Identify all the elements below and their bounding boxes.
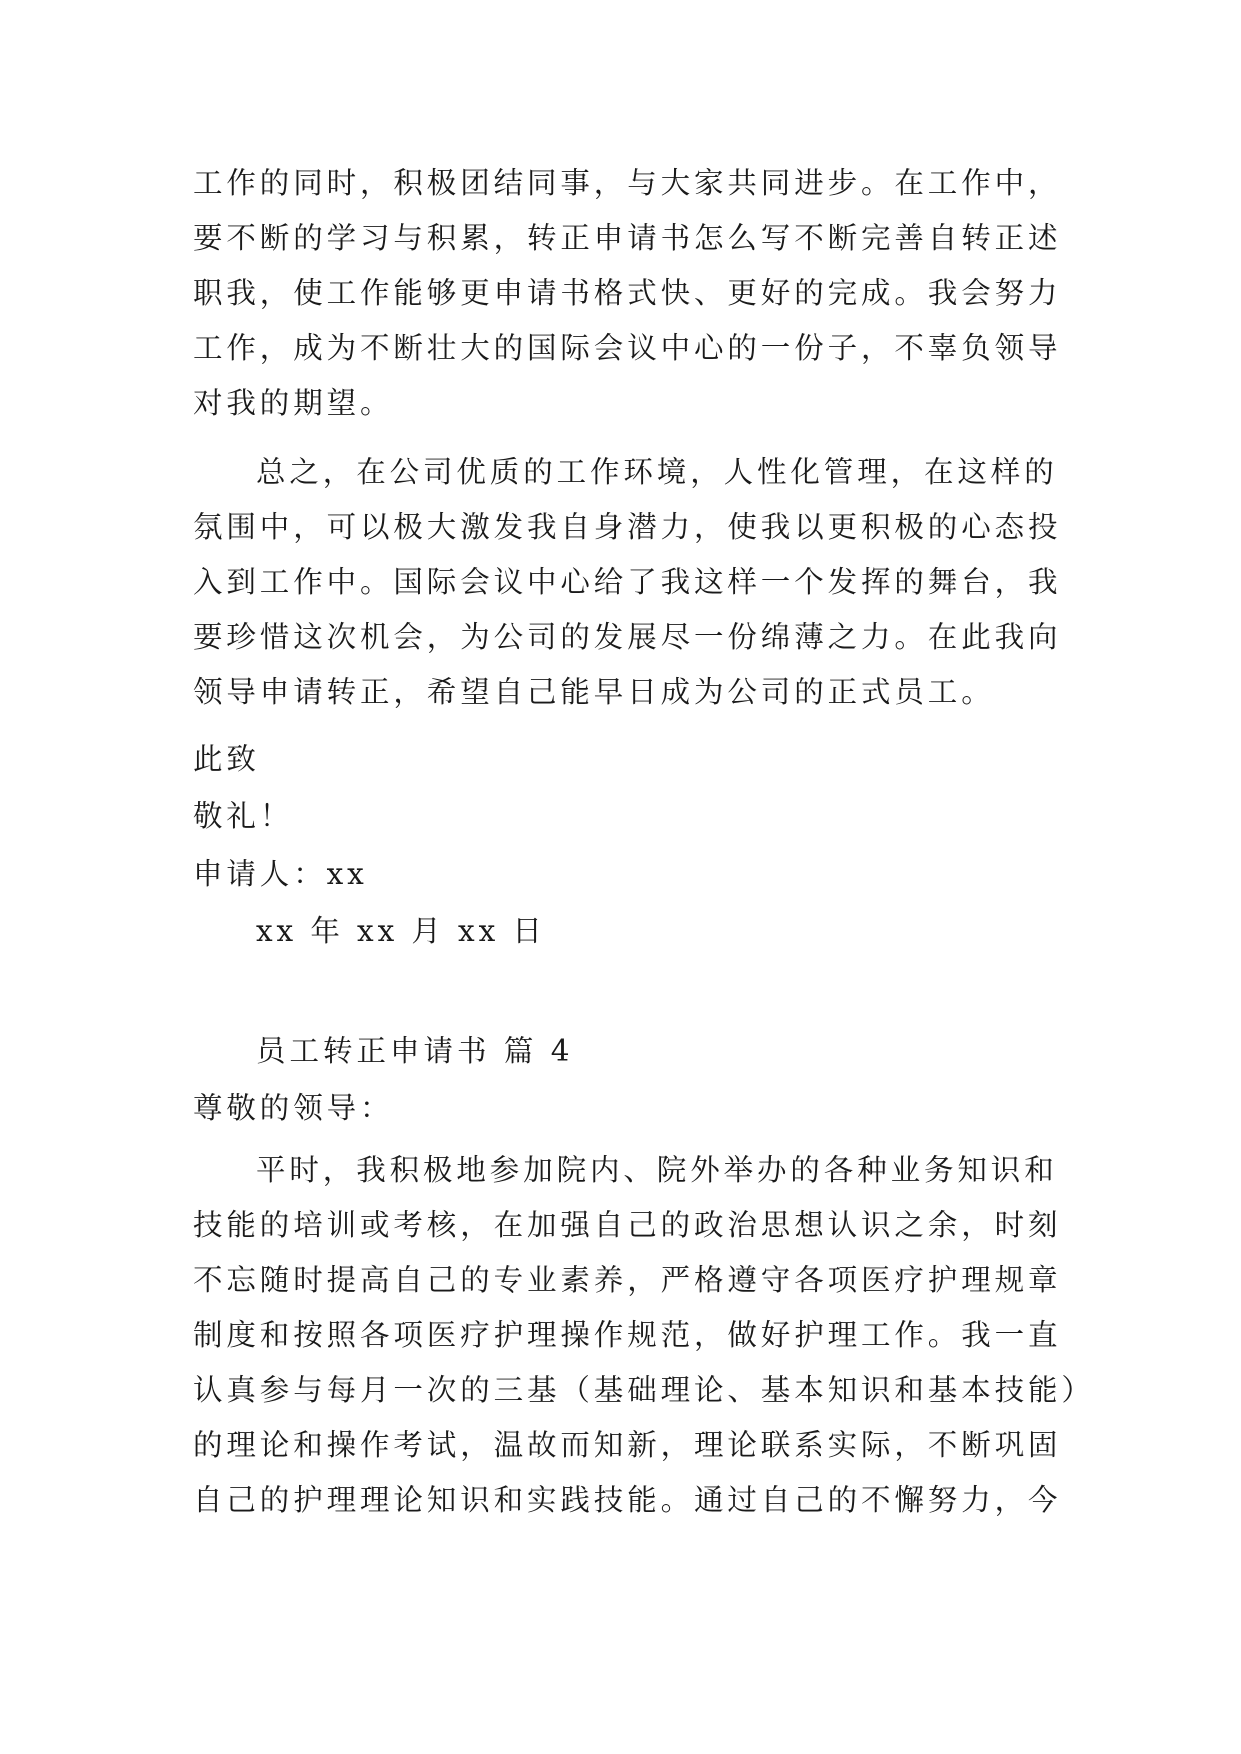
closing-regards: 敬礼！ [193,799,294,833]
body-line: 认真参与每月一次的三基（基础理论、基本知识和基本技能） [193,1373,1095,1407]
signature-date: xx 年 xx 月 xx 日 [256,914,546,948]
body-line: 不忘随时提高自己的专业素养，严格遵守各项医疗护理规章 [193,1263,1062,1297]
section-heading: 员工转正申请书 篇 4 [256,1034,574,1068]
body-line: 要不断的学习与积累，转正申请书怎么写不断完善自转正述 [193,221,1062,255]
body-line: 制度和按照各项医疗护理操作规范，做好护理工作。我一直 [193,1318,1062,1352]
body-line: 自己的护理理论知识和实践技能。通过自己的不懈努力，今 [193,1483,1062,1517]
paragraph-first-line: 总之，在公司优质的工作环境，人性化管理，在这样的 [256,455,1058,489]
body-line: 领导申请转正，希望自己能早日成为公司的正式员工。 [193,675,995,709]
applicant-signature: 申请人：xx [193,857,368,891]
letter-greeting: 尊敬的领导： [193,1091,394,1125]
body-line: 氛围中，可以极大激发我自身潜力，使我以更积极的心态投 [193,510,1062,544]
body-line: 要珍惜这次机会，为公司的发展尽一份绵薄之力。在此我向 [193,620,1062,654]
paragraph-first-line: 平时，我积极地参加院内、院外举办的各种业务知识和 [256,1153,1058,1187]
closing-salutation: 此致 [193,742,260,776]
body-line: 工作，成为不断壮大的国际会议中心的一份子，不辜负领导 [193,331,1062,365]
body-line: 工作的同时，积极团结同事，与大家共同进步。在工作中， [193,166,1062,200]
body-line: 职我，使工作能够更申请书格式快、更好的完成。我会努力 [193,276,1062,310]
body-line: 入到工作中。国际会议中心给了我这样一个发挥的舞台，我 [193,565,1062,599]
body-line: 技能的培训或考核，在加强自己的政治思想认识之余，时刻 [193,1208,1062,1242]
body-line: 的理论和操作考试，温故而知新，理论联系实际，不断巩固 [193,1428,1062,1462]
body-line: 对我的期望。 [193,386,394,420]
